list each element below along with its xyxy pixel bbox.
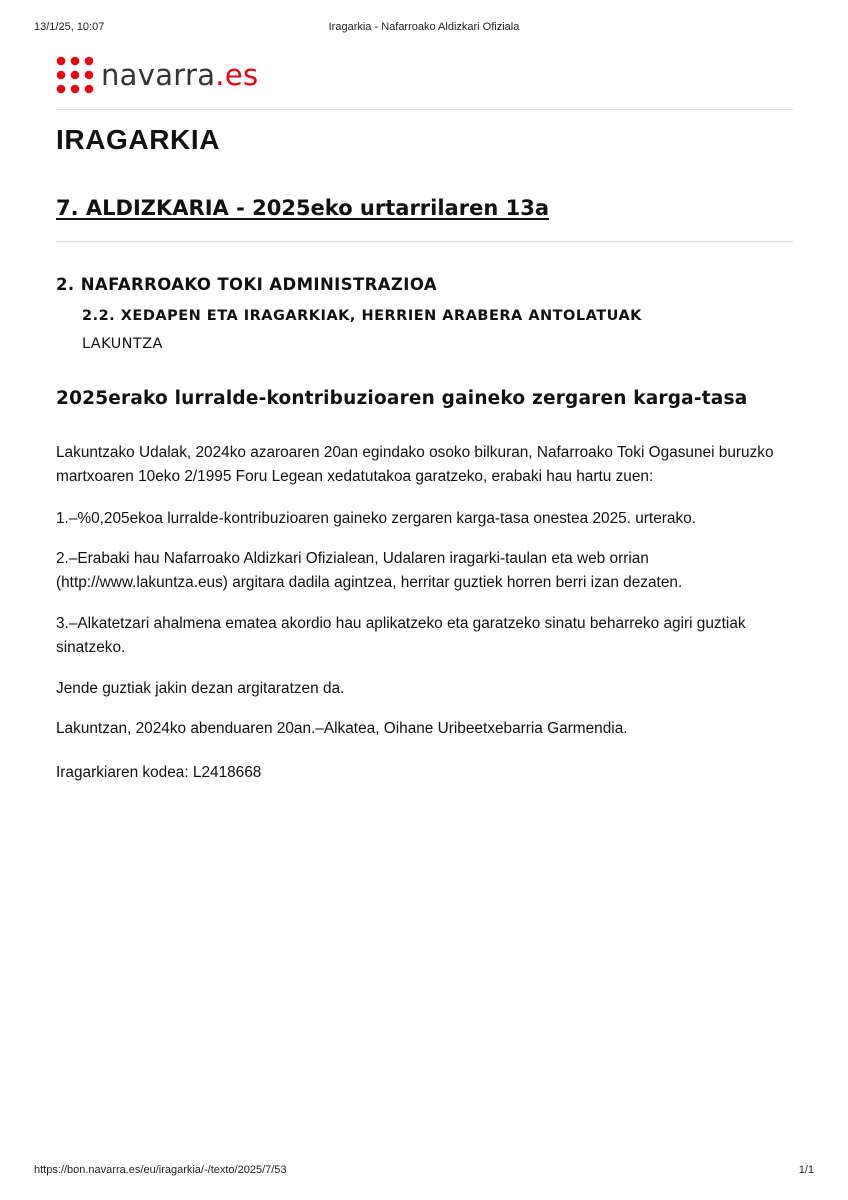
navarra-logo[interactable] bbox=[56, 55, 258, 95]
page-title: IRAGARKIA bbox=[56, 124, 221, 155]
bulletin-divider bbox=[56, 241, 793, 242]
print-header bbox=[34, 21, 814, 37]
logo-wordmark bbox=[101, 58, 258, 92]
resolution-item-3: 3.–Alkatetzari ahalmena ematea akordio hau aplikatzeko eta garatzeko sinatu beharreko agiri guztiak sinatzeko. bbox=[56, 615, 746, 656]
navarra-dots-icon bbox=[56, 56, 94, 94]
section-heading: 2. NAFARROAKO TOKI ADMINISTRAZIOA bbox=[56, 275, 437, 294]
logo-brand: navarra bbox=[101, 58, 216, 92]
print-footer bbox=[34, 1164, 814, 1180]
announcement-code: Iragarkiaren kodea: L2418668 bbox=[56, 764, 262, 781]
resolution-item-2: 2.–Erabaki hau Nafarroako Aldizkari Ofizialean, Udalaren iragarki-taulan eta web orrian (http://www.lakuntza.eus) argitara dadila agintzea, herritar guztiek horren berri izan dezaten. bbox=[56, 550, 683, 591]
bulletin-heading-link[interactable]: 7. ALDIZKARIA - 2025eko urtarrilaren 13a bbox=[56, 196, 549, 220]
page-counter: 1/1 bbox=[798, 1164, 814, 1176]
announcement-title: 2025erako lurralde-kontribuzioaren gaineko zergaren karga-tasa bbox=[56, 388, 748, 409]
header-divider bbox=[56, 109, 793, 110]
print-date: 13/1/25, 10:07 bbox=[34, 21, 105, 33]
announcement-intro: Lakuntzako Udalak, 2024ko azaroaren 20an egindako osoko bilkuran, Nafarroako Toki Ogasunei buruzko martxoaren 10eko 2/1995 Foru Legean xedatutakoa garatzeko, erabaki hau hartu zuen: bbox=[56, 444, 774, 485]
print-url: https://bon.navarra.es/eu/iragarkia/-/texto/2025/7/53 bbox=[34, 1164, 287, 1176]
signature-line: Lakuntzan, 2024ko abenduaren 20an.–Alkatea, Oihane Uribeetxebarria Garmendia. bbox=[56, 720, 628, 737]
locality-name: LAKUNTZA bbox=[82, 336, 163, 352]
print-document-title: Iragarkia - Nafarroako Aldizkari Ofiziala bbox=[328, 21, 520, 33]
resolution-item-1: 1.–%0,205ekoa lurralde-kontribuzioaren gaineko zergaren karga-tasa onestea 2025. urterako. bbox=[56, 510, 696, 527]
logo-suffix: .es bbox=[215, 58, 259, 92]
subsection-heading: 2.2. XEDAPEN ETA IRAGARKIAK, HERRIEN ARABERA ANTOLATUAK bbox=[82, 308, 642, 324]
publication-notice: Jende guztiak jakin dezan argitaratzen da. bbox=[56, 680, 345, 697]
